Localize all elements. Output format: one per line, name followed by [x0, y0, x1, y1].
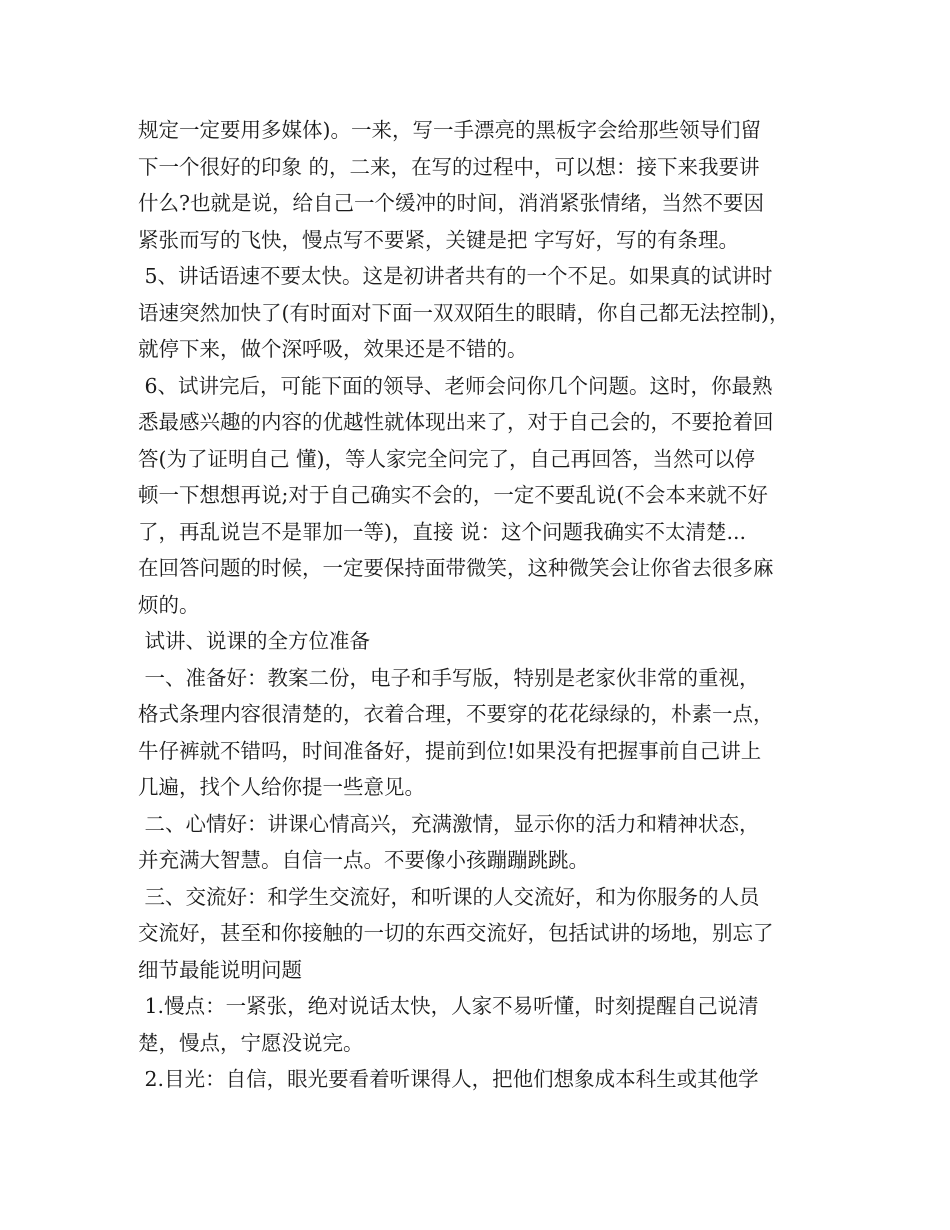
text-line: 二、心情好：讲课心情高兴，充满激情，显示你的活力和精神状态， — [138, 811, 760, 836]
text-line: 悉最感兴趣的内容的优越性就体现出来了，对于自己会的，不要抢着回 — [138, 410, 774, 434]
text-line: 下一个很好的印象 的，二来，在写的过程中，可以想：接下来我要讲 — [138, 154, 760, 179]
text-line: 6、试讲完后，可能下面的领导、老师会问你几个问题。这时，你最熟 — [138, 373, 773, 398]
text-line: 2.目光：自信，眼光要看着听课得人，把他们想象成本科生或其他学 — [138, 1067, 759, 1091]
section-heading: 试讲、说课的全方位准备 — [138, 629, 371, 653]
text-line: 1.慢点：一紧张，绝对说话太快，人家不易听懂，时刻提醒自己说清 — [138, 994, 759, 1018]
text-line: 顿一下想想再说;对于自己确实不会的，一定不要乱说(不会本来就不好 — [138, 483, 768, 507]
text-line: 答(为了证明自己 懂)，等人家完全问完了，自己再回答，当然可以停 — [138, 446, 756, 471]
text-line: 一、准备好：教案二份，电子和手写版，特别是老家伙非常的重视， — [138, 665, 760, 690]
text-line: 并充满大智慧。自信一点。不要像小孩蹦蹦跳跳。 — [138, 848, 589, 872]
text-line: 规定一定要用多媒体)。一来，写一手漂亮的黑板字会给那些领导们留 — [138, 118, 761, 142]
text-line: 牛仔裤就不错吗，时间准备好，提前到位!如果没有把握事前自己讲上 — [138, 738, 762, 763]
text-line: 楚，慢点，宁愿没说完。 — [138, 1030, 364, 1055]
body-text — [138, 112, 838, 1098]
text-line: 语速突然加快了(有时面对下面一双双陌生的眼睛，你自己都无法控制)， — [138, 300, 790, 325]
text-line: 细节最能说明问题 — [138, 957, 302, 982]
text-line: 格式条理内容很清楚的，衣着合理，不要穿的花花绿绿的，朴素一点， — [138, 702, 774, 726]
text-line: 在回答问题的时候，一定要保持面带微笑，这种微笑会让你省去很多麻 — [138, 556, 774, 580]
text-line: 什么?也就是说，给自己一个缓冲的时间，消消紧张情绪，当然不要因 — [138, 191, 764, 215]
text-line: 5、讲话语速不要太快。这是初讲者共有的一个不足。如果真的试讲时 — [138, 264, 773, 288]
text-line: 几遍，找个人给你提一些意见。 — [138, 775, 425, 799]
text-line: 交流好，甚至和你接触的一切的东西交流好，包括试讲的场地，别忘了 — [138, 921, 774, 945]
text-line: 紧张而写的飞快，慢点写不要紧，关键是把 字写好，写的有条理。 — [138, 227, 740, 252]
text-line: 烦的。 — [138, 592, 200, 617]
text-line: 三、交流好：和学生交流好，和听课的人交流好，和为你服务的人员 — [138, 884, 760, 909]
text-line: 了，再乱说岂不是罪加一等)，直接 说：这个问题我确实不太清楚... — [138, 519, 747, 544]
text-line: 就停下来，做个深呼吸，效果还是不错的。 — [138, 337, 528, 361]
